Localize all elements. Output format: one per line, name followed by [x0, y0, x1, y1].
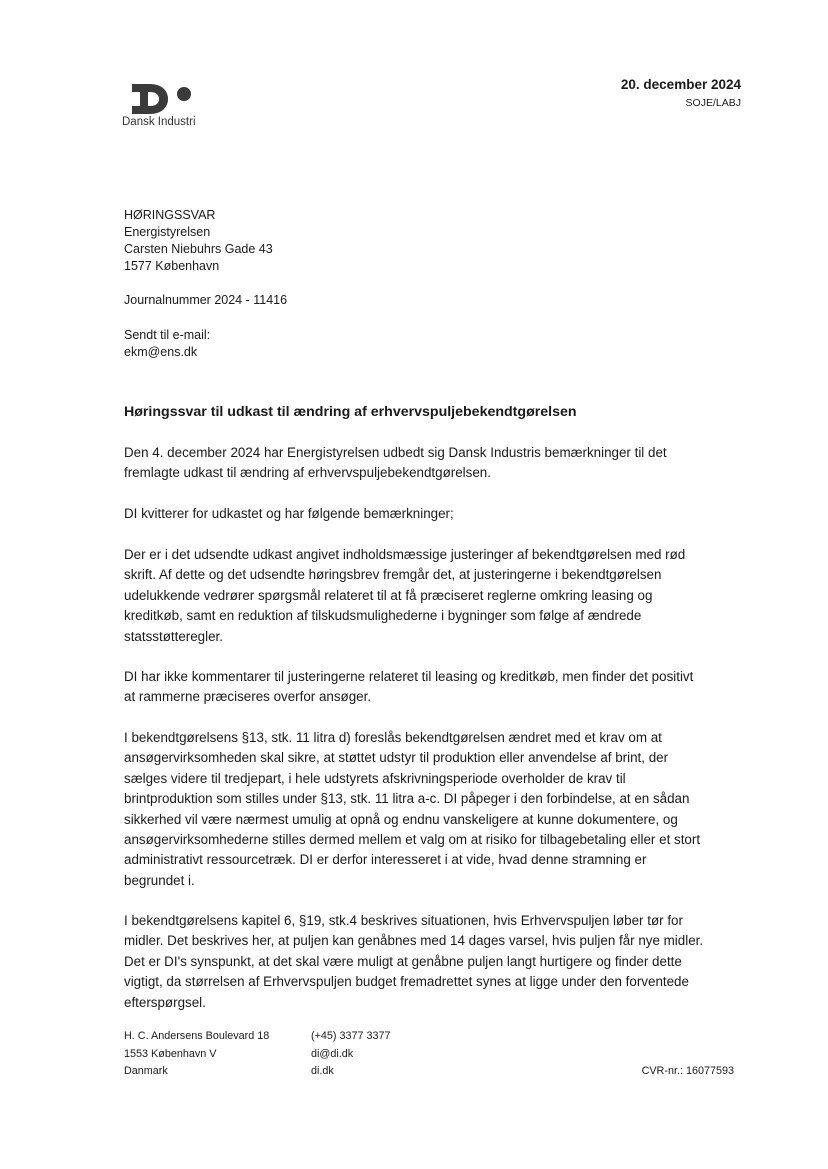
text-line: sælges videre til tredjepart, i hele udstyrets afskrivningsperiode overholder de krav til	[124, 770, 626, 786]
letter-reference: SOJE/LABJ	[685, 97, 741, 109]
text-line: skrift. Af dette og det udsendte høringsbrev fremgår det, at justeringerne i bekendtgørelsen	[124, 567, 662, 583]
text-line: Den 4. december 2024 har Energistyrelsen udbedt sig Dansk Industris bemærkninger til det	[124, 445, 667, 460]
text-line: vigtigt, da størrelsen af Erhvervspuljen budget fremadrettet synes at ligge under den forventede	[124, 974, 689, 990]
journal-number	[124, 292, 287, 309]
cvr-number: CVR-nr.: 16077593	[641, 1065, 734, 1077]
footer-cvr	[642, 1063, 734, 1081]
text-line: Der er i det udsendte udkast angivet indholdsmæssige justeringer af bekendtgørelsen med rød	[124, 547, 686, 562]
text-line: administrativt ressourcetræk. DI er derfor interesseret i at vide, hvad denne stramning er	[124, 852, 647, 868]
footer-email: di@di.dk	[311, 1047, 354, 1060]
di-logo-icon	[122, 80, 194, 114]
paragraph-1	[124, 443, 734, 484]
footer-address	[124, 1028, 269, 1081]
text-line: statsstøtteregler.	[124, 628, 223, 644]
text-line: sikkerhed vil være nærmest umulig at opnå og endnu vanskeligere at kunne dokumentere, og	[124, 811, 678, 827]
text-line: I bekendtgørelsens kapitel 6, §19, stk.4 beskrives situationen, hvis Erhvervspuljen løber tør for	[124, 913, 683, 928]
text-line: efterspørgsel.	[124, 994, 206, 1010]
recipient-line: HØRINGSSVAR	[124, 208, 216, 222]
footer-phone: (+45) 3377 3377	[311, 1030, 391, 1042]
footer-line: Danmark	[124, 1065, 168, 1077]
text-line: fremlagte udkast til ændring af erhvervspuljebekendtgørelsen.	[124, 465, 491, 481]
text-line: DI kvitterer for udkastet og har følgende bemærkninger;	[124, 506, 454, 521]
text-line: brintproduktion som stilles under §13, stk. 11 litra a-c. DI påpeger i den forbindelse, at en sådan	[124, 791, 690, 807]
text-line: midler. Det beskrives her, at puljen kan genåbnes med 14 dages varsel, hvis puljen får nye midler.	[124, 933, 704, 949]
text-line: begrundet i.	[124, 872, 195, 888]
document-title: Høringssvar til udkast til ændring af erhvervspuljebekendtgørelsen	[124, 404, 577, 420]
footer-contact	[311, 1028, 391, 1081]
paragraph-6	[124, 911, 734, 1013]
paragraph-4	[124, 667, 734, 708]
company-logo	[122, 80, 232, 128]
text-line: at rammerne præciseres overfor ansøger.	[124, 689, 372, 705]
text-line: I bekendtgørelsens §13, stk. 11 litra d) foreslås bekendtgørelsen ændret med et krav om at	[124, 730, 662, 745]
recipient-line: Energistyrelsen	[124, 225, 211, 239]
footer-line: 1553 København V	[124, 1047, 217, 1060]
text-line: Det er DI's synspunkt, at det skal være muligt at genåbne puljen langt hurtigere og finder dette	[124, 953, 682, 969]
recipient-line: 1577 København	[124, 259, 220, 273]
sent-to-email: ekm@ens.dk	[124, 345, 198, 359]
sent-to	[124, 327, 210, 361]
text-line: DI har ikke kommentarer til justeringerne relateret til leasing og kreditkøb, men finder det positivt	[124, 669, 694, 684]
text-line: ansøgervirksomhederne stilles dermed mellem et valg om at risiko for tilbagebetaling eller et stort	[124, 832, 701, 848]
sent-to-label: Sendt til e-mail:	[124, 328, 211, 342]
footer-line: H. C. Andersens Boulevard 18	[124, 1030, 270, 1042]
journal-number-text: Journalnummer 2024 - 11416	[124, 293, 288, 307]
letter-date: 20. december 2024	[620, 77, 741, 92]
recipient-address	[124, 207, 273, 275]
text-line: ansøgervirksomheden skal sikre, at støttet udstyr til produktion eller anvendelse af brint, der	[124, 750, 669, 766]
recipient-line: Carsten Niebuhrs Gade 43	[124, 242, 273, 256]
paragraph-3	[124, 545, 734, 647]
paragraph-2	[124, 504, 734, 524]
text-line: kreditkøb, samt en reduktion af tilskudsmulighederne i bygninger som følge af ændrede	[124, 608, 642, 624]
paragraph-5	[124, 728, 734, 891]
footer-website: di.dk	[311, 1065, 334, 1077]
text-line: udelukkende vedrører spørgsmål relateret til at få præciseret reglerne omkring leasing og	[124, 587, 653, 603]
logo-text: Dansk Industri	[122, 116, 196, 128]
